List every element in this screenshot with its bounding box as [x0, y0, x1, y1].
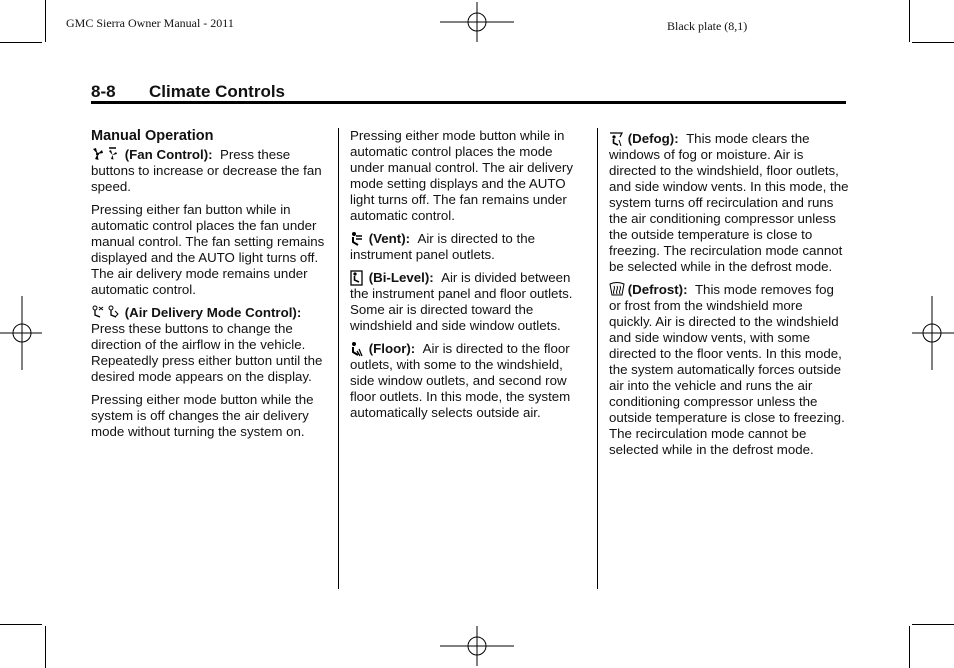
column-3	[609, 131, 849, 465]
registration-mark-bottom	[440, 626, 514, 666]
vent-mode-icon	[350, 231, 363, 245]
crop-mark	[912, 42, 954, 43]
body-paragraph: Pressing either mode button while the system is off changes the air delivery mode without turning the system on.	[91, 392, 314, 439]
fan-control-paragraph	[91, 147, 331, 195]
crop-mark	[909, 0, 910, 42]
crop-mark	[0, 624, 42, 625]
floor-paragraph	[350, 341, 590, 421]
plate-label: Black plate (8,1)	[667, 19, 748, 33]
column-2	[350, 128, 590, 428]
crop-mark	[909, 626, 910, 668]
section-heading	[91, 82, 285, 102]
vent-text: Air is directed to the instrument panel outlets.	[350, 231, 535, 262]
mode-down-icon	[106, 305, 119, 319]
registration-mark-right	[912, 296, 954, 370]
fan-increase-icon	[91, 147, 104, 161]
vent-label: (Vent):	[368, 231, 411, 246]
vent-paragraph	[350, 231, 590, 263]
bilevel-label: (Bi-Level):	[368, 270, 434, 285]
heading-rule	[91, 101, 846, 104]
section-title: Climate Controls	[149, 82, 286, 101]
registration-mark-top	[440, 2, 514, 42]
mode-control-paragraph	[91, 305, 331, 385]
column-divider	[338, 128, 339, 589]
floor-mode-icon	[350, 341, 363, 355]
mode-control-label: (Air Delivery Mode Control):	[124, 305, 302, 320]
defrost-label: (Defrost):	[627, 282, 688, 297]
defrost-mode-icon	[609, 282, 622, 296]
fan-decrease-icon	[106, 147, 119, 161]
bilevel-text: Air is divided between the instrument panel and floor outlets. Some air is directed toward the windshield and side window outlets.	[350, 270, 573, 333]
column-divider	[597, 128, 598, 589]
defog-text: This mode clears the windows of fog or moisture. Air is directed to the windshield, floor outlets, and side window vents. In this mode, the system turns off recirculation and runs the air conditioning compressor unless the outside temperature is close to freezing. The recirculation mode cannot be selected while in the defrost mode.	[609, 131, 849, 274]
crop-mark	[0, 42, 42, 43]
mode-control-text: Press these buttons to change the direction of the airflow in the vehicle. Repeatedly press either button until the desired mode appears on the display.	[91, 321, 323, 384]
floor-label: (Floor):	[368, 341, 416, 356]
bilevel-mode-icon	[350, 270, 363, 284]
defrost-text: This mode removes fog or frost from the windshield more quickly. Air is directed to the windshield and side window vents, with some directed to the floor vents. In this mode, the system automatically forces outside air into the vehicle and runs the air conditioning compressor unless the outside temperature is close to freezing. The recirculation mode cannot be selected while in the defrost mode.	[609, 282, 845, 457]
floor-text: Air is directed to the floor outlets, with some to the windshield, side window outlets, and second row floor outlets. In this mode, the system automatically selects outside air.	[350, 341, 571, 420]
defog-paragraph	[609, 131, 849, 275]
mode-up-icon	[91, 305, 104, 319]
body-paragraph: Pressing either mode button while in automatic control places the mode under manual control. The air delivery mode setting displays and the AUTO light turns off. The fan remains under automatic control.	[350, 128, 573, 223]
defog-label: (Defog):	[627, 131, 679, 146]
registration-mark-left	[0, 296, 42, 370]
bilevel-paragraph	[350, 270, 590, 334]
fan-control-label: (Fan Control):	[124, 147, 213, 162]
fan-control-text: Press these buttons to increase or decrease the fan speed.	[91, 147, 322, 194]
crop-mark	[45, 0, 46, 42]
defrost-paragraph	[609, 282, 849, 458]
manual-title: GMC Sierra Owner Manual - 2011	[66, 16, 234, 30]
defog-mode-icon	[609, 131, 622, 145]
body-paragraph: Pressing either fan button while in automatic control places the fan under manual control. The fan setting remains displayed and the AUTO light turns off. The air delivery mode remains under automatic control.	[91, 202, 325, 297]
column-1	[91, 128, 331, 447]
crop-mark	[45, 626, 46, 668]
subheading: Manual Operation	[91, 128, 214, 144]
section-number: 8-8	[91, 82, 116, 101]
crop-mark	[912, 624, 954, 625]
